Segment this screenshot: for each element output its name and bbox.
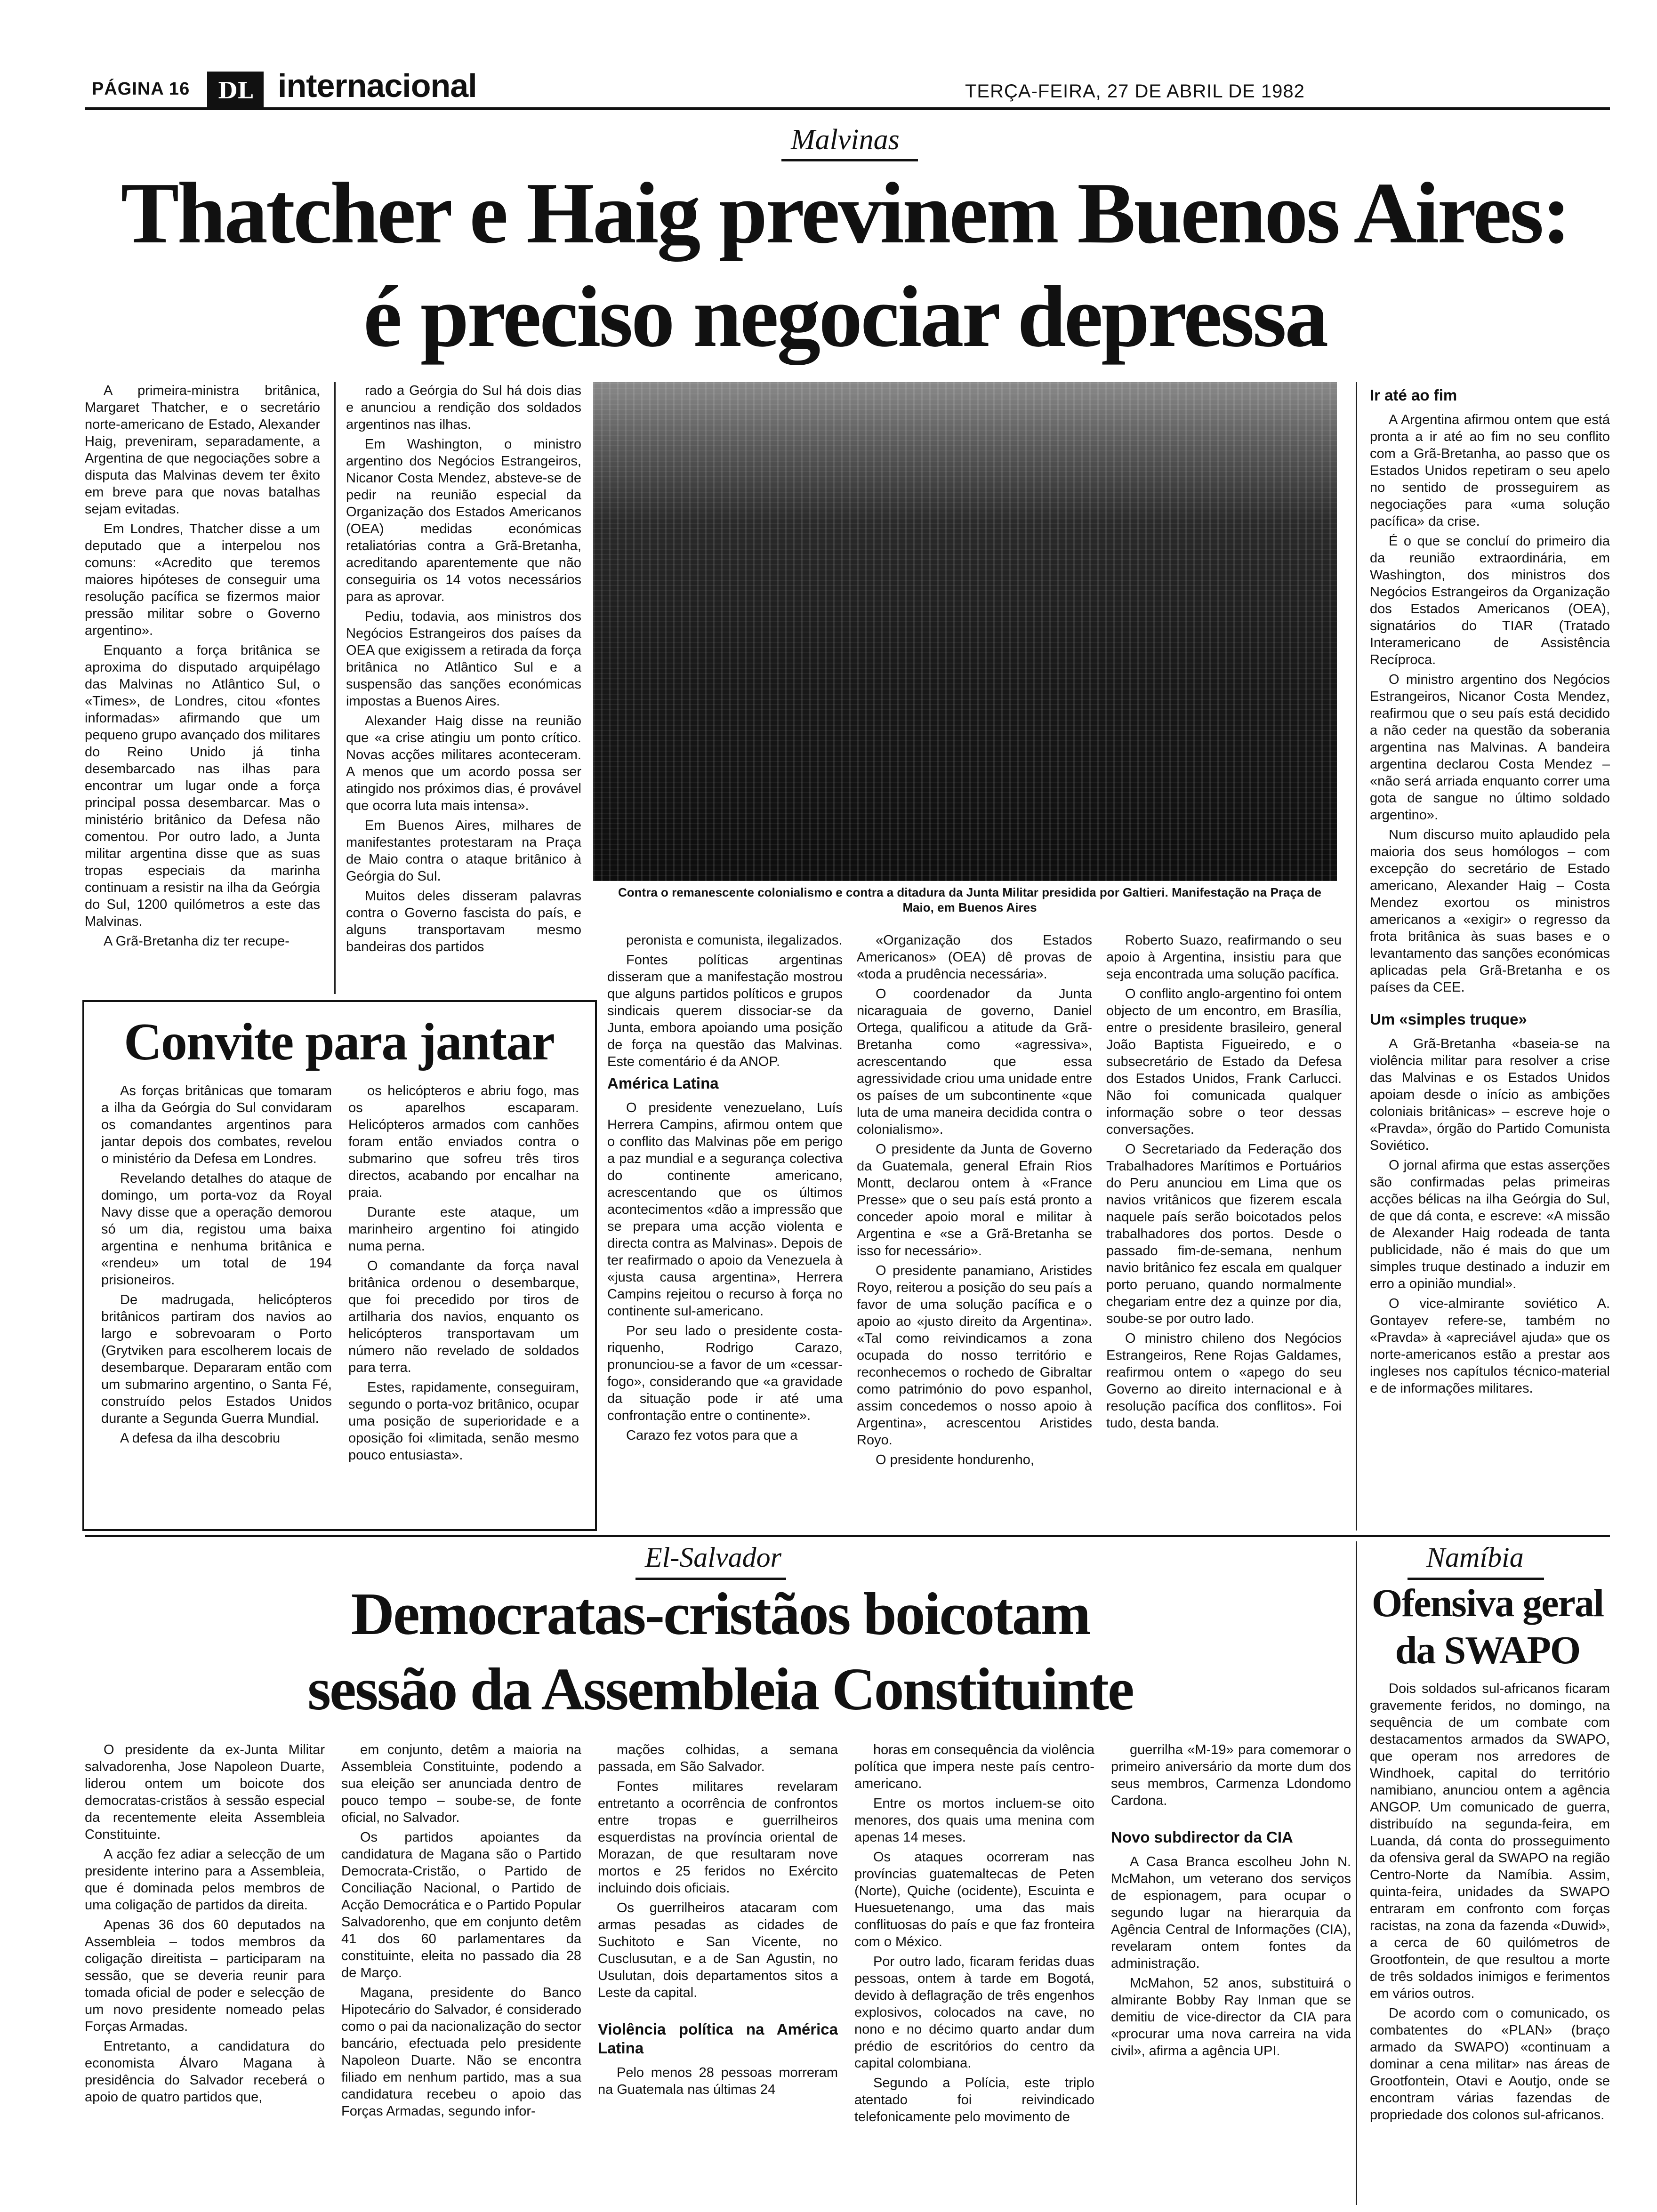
paragraph: O presidente panamiano, Aristides Royo, reiterou a posição do seu país a favor de uma solução pacífica e o apoio ao «justo direito da Argentina». «Tal como reivindicamos a zona ocupada do nosso território e reconhecemos o rochedo de Gibraltar como património do povo espanhol, assim concedemos o nosso apoio à Argentina», acrescentou Aristides Royo.: [857, 1263, 1092, 1448]
demonstration-photo: [593, 382, 1337, 881]
malvinas-headline-2: é preciso negociar depressa: [363, 268, 1327, 365]
paragraph: O coordenador da Junta nicaraguaia de governo, Daniel Ortega, qualificou a atitude da Grã-Bretanha como «agressiva», acrescentando que essa agressividade criou uma unidade entre os países de um subcontinente «que luta de uma maneira decidida contra o colonialismo».: [857, 986, 1092, 1137]
paragraph: Em Buenos Aires, milhares de manifestantes protestaram na Praça de Maio contra o ataque britânico à Geórgia do Sul.: [346, 818, 581, 884]
paragraph: O presidente hondurenho,: [876, 1452, 1034, 1467]
section-divider: [85, 1535, 1610, 1537]
paragraph: O presidente da ex-Junta Militar salvadorenha, Jose Napoleon Duarte, liderou ontem um boicote dos democratas-cristãos à sessão especial da recentemente eleita Assembleia Constituinte.: [85, 1742, 325, 1842]
convite-column-2: [348, 1082, 579, 1520]
paragraph: Muitos deles disseram palavras contra o Governo fascista do país, e alguns transportavam mesmo bandeiras dos partidos: [346, 889, 581, 954]
paragraph: Os partidos apoiantes da candidatura de Magana são o Partido Democrata-Cristão, o Partido de Conciliação Nacional, o Partido de Acção Democrática e o Partido Popular Salvadorenho, que em conjunto detêm 41 dos 60 parlamentares da constituinte, eleita no passado dia 28 de Março.: [341, 1830, 581, 1980]
photo-caption: Contra o remanescente colonialismo e contra a ditadura da Junta Militar presidida por Galtieri. Manifestação na Praça de Maio, em Buenos Aires: [618, 885, 1321, 914]
cia-subhead: Novo subdirector da CIA: [1111, 1828, 1293, 1846]
paragraph: Entretanto, a candidatura do economista Álvaro Magana à presidência do Salvador receberá o apoio de quatro partidos que,: [85, 2039, 325, 2105]
elsalvador-column-5: [1111, 1741, 1351, 2207]
kicker-rule: [635, 1578, 786, 1580]
malvinas-column-2: [346, 382, 581, 994]
section-name: internacional: [278, 67, 477, 104]
paragraph: De madrugada, helicópteros britânicos partiram dos navios ao largo e sobrevoaram o Porto (Grytviken para escolherem locais de desembarque. Depararam então com um submarino argentino, o Santa Fé, construído pelos Estados Unidos durante a Segunda Guerra Mundial.: [101, 1292, 332, 1426]
elsalvador-column-2: [341, 1741, 581, 2207]
paragraph: Em Londres, Thatcher disse a um deputado que a interpelou nos comuns: «Acredito que teremos maiores hipóteses de conseguir uma resolução pacífica se fizermos maior pressão militar sobre o Governo argentino».: [85, 521, 320, 638]
paragraph: Roberto Suazo, reafirmando o seu apoio à Argentina, insistiu para que seja encontrada uma solução pacífica.: [1106, 933, 1342, 982]
paragraph: A Argentina afirmou ontem que está pronta a ir até ao fim no seu conflito com a Grã-Bretanha, ao passo que os Estados Unidos repetiram o seu apelo no sentido de prosseguirem as negociações para «uma solução pacífica» da crise.: [1370, 412, 1610, 529]
elsalvador-column-3: [598, 1741, 838, 2207]
paragraph: em conjunto, detêm a maioria na Assembleia Constituinte, podendo a sua eleição ser anunciada dentro de pouco tempo – soube-se, de fonte oficial, no Salvador.: [341, 1742, 581, 1825]
paragraph: Os guerrilheiros atacaram com armas pesadas as cidades de Suchitoto e San Vicente, no Cusclusutan, e a de San Agustin, no Usulutan, dois departamentos sitos a Leste da capital.: [598, 1900, 838, 2000]
paragraph: O presidente venezuelano, Luís Herrera Campins, afirmou ontem que o conflito das Malvinas põe em perigo a paz mundial e a segurança colectiva do continente americano, acrescentando que os últimos acontecimentos «dão a impressão que se prepara uma acção violenta e directa contra as Malvinas». Depois de ter reafirmado o apoio da Venezuela à «justa causa argentina», Herrera Campins rejeitou o recurso à força no continente sul-americano.: [607, 1100, 843, 1319]
column-rule: [1356, 382, 1357, 1531]
paragraph: Durante este ataque, um marinheiro argentino foi atingido numa perna.: [348, 1205, 579, 1254]
namibia-headline-1: Ofensiva geral: [1371, 1581, 1604, 1625]
paragraph: peronista e comunista, ilegalizados.: [626, 933, 843, 948]
paragraph: O ministro argentino dos Negócios Estrangeiros, Nicanor Costa Mendez, reafirmou que o seu país está decidido a não ceder na questão da soberania argentina nas Malvinas. A bandeira argentina declarou Costa Mendez – «não será arriada enquanto correr uma gota de sangue no último soldado argentino».: [1370, 672, 1610, 823]
newspaper-logo: DL: [207, 72, 264, 110]
paragraph: Pediu, todavia, aos ministros dos Negócios Estrangeiros dos países da OEA que exigissem a retirada da força britânica no Atlântico Sul e a suspensão das sanções económicas impostas a Buenos Aires.: [346, 609, 581, 709]
paragraph: Estes, rapidamente, conseguiram, segundo o porta-voz britânico, ocupar uma posição de superioridade e a oposição foi «limitada, senão mesmo pouco entusiasta».: [348, 1380, 579, 1463]
malvinas-column-4: [857, 932, 1092, 1525]
paragraph: Revelando detalhes do ataque de domingo, um porta-voz da Royal Navy disse que a operação demorou só um dia, registou uma baixa argentina e nenhuma britânica e «rendeu» um total de 194 prisioneiros.: [101, 1171, 332, 1288]
paragraph: os helicópteros e abriu fogo, mas os aparelhos escaparam. Helicópteros armados com canhões foram então enviados contra o submarino que sofreu três tiros directos, acabando por encalhar na praia.: [348, 1083, 579, 1200]
malvinas-kicker: Malvinas: [791, 124, 900, 156]
namibia-column: [1370, 1680, 1610, 2205]
paragraph: A Casa Branca escolheu John N. McMahon, um veterano dos serviços de espionagem, para ocupar o segundo lugar na hierarquia da Agência Central de Informações (CIA), revelaram ontem fontes da administração.: [1111, 1854, 1351, 1971]
paragraph: Fontes militares revelaram entretanto a ocorrência de confrontos entre tropas e guerrilheiros esquerdistas na província oriental de Morazan, de que resultaram nove mortos e 25 feridos no Exército incluindo dois oficiais.: [598, 1779, 838, 1896]
paragraph: A primeira-ministra britânica, Margaret Thatcher, e o secretário norte-americano de Estado, Alexander Haig, preveniram, separadamente, a Argentina de que negociações sobre a disputa das Malvinas devem ter êxito em breve para que novas batalhas sejam evitadas.: [85, 383, 320, 517]
malvinas-sidebar: [1370, 382, 1610, 1531]
violencia-subhead: Violência política na América Latina: [598, 2020, 838, 2057]
paragraph: Por outro lado, ficaram feridas duas pessoas, ontem à tarde em Bogotá, devido à deflagração de três engenhos explosivos, colocados na cave, no nono e no décimo quarto andar dum prédio de escritórios do centro da capital colombiana.: [854, 1954, 1094, 2071]
column-rule: [1356, 1541, 1357, 2205]
paragraph: A defesa da ilha descobriu: [120, 1431, 281, 1446]
paragraph: O comandante da força naval britânica ordenou o desembarque, que foi precedido por tiros de artilharia dos navios, enquanto os helicópteros transportavam um número não revelado de soldados para terra.: [348, 1258, 579, 1375]
namibia-kicker: Namíbia: [1426, 1542, 1524, 1573]
paragraph: A Grã-Bretanha «baseia-se na violência militar para resolver a crise das Malvinas e os Estados Unidos apoiam desde o início as ambições coloniais britânicas» – escreve hoje o «Pravda», órgão do Partido Comunista Soviético.: [1370, 1036, 1610, 1153]
malvinas-column-3: [607, 932, 843, 1525]
malvinas-column-5: [1106, 932, 1342, 1525]
paragraph: McMahon, 52 anos, substituirá o almirante Bobby Ray Inman que se demitiu de vice-director da CIA para «procurar uma nova carreira na vida civil», afirma a agência UPI.: [1111, 1976, 1351, 2059]
paragraph: Dois soldados sul-africanos ficaram gravemente feridos, no domingo, na sequência de um combate com destacamentos armados da SWAPO, que operam nos arredores de Windhoek, capital do território namibiano, anunciou ontem a agência ANGOP. Um comunicado de guerra, distribuído na segunda-feira, em Luanda, dá conta do prosseguimento da ofensiva geral da SWAPO na região Centro-Norte da Namíbia. Assim, quinta-feira, unidades da SWAPO entraram em confronto com forças racistas, na zona da fazenda «Duwid», a cerca de 60 quilómetros de Grootfontein, de que resultou a morte de três soldados inimigos e ferimentos em vários outros.: [1370, 1681, 1610, 2001]
malvinas-headline-1: Thatcher e Haig previnem Buenos Aires:: [121, 165, 1569, 262]
page-number: PÁGINA 16: [92, 79, 190, 99]
paragraph: O vice-almirante soviético A. Gontayev refere-se, também no «Pravda» à «apreciável ajuda» que os norte-americanos estão a prestar aos ingleses nos capítulos técnico-material e de informações militares.: [1370, 1296, 1610, 1396]
paragraph: Entre os mortos incluem-se oito menores, dos quais uma menina com apenas 14 meses.: [854, 1796, 1094, 1845]
convite-column-1: [101, 1082, 332, 1520]
america-latina-subhead: América Latina: [607, 1074, 719, 1092]
paragraph: Enquanto a força britânica se aproxima do disputado arquipélago das Malvinas no Atlântico Sul, o «Times», de Londres, citou «fontes informadas» afirmando que um pequeno grupo avançado dos militares do Reino Unido já tinha desembarcado nas ilhas para encontrar um lugar onde a força principal possa desembarcar. Mas o ministério britânico da Defesa não comentou. Por outro lado, a Junta militar argentina disse que as suas tropas especiais da marinha continuam a resistir na ilha da Geórgia do Sul, 1200 quilómetros a este das Malvinas.: [85, 643, 320, 929]
paragraph: Magana, presidente do Banco Hipotecário do Salvador, é considerado como o pai da nacionalização do sector bancário, efectuada pelo presidente Napoleon Duarte. Não se encontra filiado em nenhum partido, mas a sua candidatura recebeu o apoio das Forças Armadas, segundo infor-: [341, 1985, 581, 2119]
paragraph: guerrilha «M-19» para comemorar o primeiro aniversário da morte dum dos seus membros, Carmenza Ldondomo Cardona.: [1111, 1742, 1351, 1808]
issue-date: TERÇA-FEIRA, 27 DE ABRIL DE 1982: [965, 81, 1305, 102]
paragraph: Em Washington, o ministro argentino dos Negócios Estrangeiros, Nicanor Costa Mendez, absteve-se de pedir na reunião especial da Organização dos Estados Americanos (OEA) medidas económicas retaliatórias contra a Grã-Bretanha, acreditando aparentemente que não conseguiria os 14 votos necessários para as aprovar.: [346, 437, 581, 604]
paragraph: Segundo a Polícia, este triplo atentado foi reivindicado telefonicamente pelo movimento de: [854, 2076, 1094, 2124]
paragraph: De acordo com o comunicado, os combatentes do «PLAN» (braço armado da SWAPO) «continuam a dominar a cena militar» nas áreas de Grootfontein, Otavi e Aoutjo, onde se encontram várias fazendas de propriedade dos colonos sul-africanos.: [1370, 2006, 1610, 2123]
sidebar-subhead: Ir até ao fim: [1370, 386, 1457, 404]
paragraph: Alexander Haig disse na reunião que «a crise atingiu um ponto crítico. Novas acções militares aconteceram. A menos que um acordo possa ser atingido nos próximos dias, é provável que ocorra luta mais intensa».: [346, 713, 581, 813]
paragraph: O ministro chileno dos Negócios Estrangeiros, Rene Rojas Galdames, reafirmou ontem o «apego do seu Governo ao direito internacional e à resolução pacífica dos conflitos». Foi tudo, desta banda.: [1106, 1331, 1342, 1431]
paragraph: O conflito anglo-argentino foi ontem objecto de um encontro, em Brasília, entre o presidente brasileiro, general João Baptista Figueiredo, e o subsecretário de Estado da Defesa dos Estados Unidos, Frank Carlucci. Não foi comunicada qualquer informação sobre o teor dessas conversações.: [1106, 986, 1342, 1137]
paragraph: Carazo fez votos para que a: [626, 1428, 798, 1443]
elsalvador-headline-2: sessão da Assembleia Constituinte: [307, 1656, 1133, 1723]
paragraph: «Organização dos Estados Americanos» (OEA) dê provas de «toda a prudência necessária».: [857, 933, 1092, 982]
kicker-rule: [1408, 1578, 1544, 1580]
paragraph: O presidente da Junta de Governo da Guatemala, general Efrain Rios Montt, declarou ontem à «France Presse» que o seu país está pronto a conceder apoio moral e militar à Argentina e «se a Grã-Bretanha se isso for necessário».: [857, 1142, 1092, 1258]
paragraph: Por seu lado o presidente costa-riquenho, Rodrigo Carazo, pronunciou-se a favor de um «cessar-fogo», considerando que «a gravidade da situação pode ir até uma confrontação entre o continente».: [607, 1323, 843, 1423]
paragraph: Fontes políticas argentinas disseram que a manifestação mostrou que alguns partidos políticos e grupos sindicais querem dissociar-se da Junta, embora apoiando uma posição de força na questão das Malvinas. Este comentário é da ANOP.: [607, 953, 843, 1069]
paragraph: A Grã-Bretanha diz ter recupe-: [104, 934, 290, 949]
elsalvador-column-1: [85, 1741, 325, 2207]
kicker-rule: [781, 159, 918, 161]
paragraph: mações colhidas, a semana passada, em São Salvador.: [598, 1742, 838, 1774]
elsalvador-column-4: [854, 1741, 1094, 2207]
paragraph: Num discurso muito aplaudido pela maioria dos seus homólogos – com excepção do secretário de Estado americano, Alexander Haig – Costa Mendez exortou os ministros americanos a «exigir» o regresso da frota britânica às suas bases e o levantamento das sanções económicas aplicadas pela Grã-Bretanha e os países da CEE.: [1370, 827, 1610, 995]
namibia-headline-2: da SWAPO: [1395, 1628, 1580, 1672]
malvinas-column-1: [85, 382, 320, 994]
paragraph: O jornal afirma que estas asserções são confirmadas pelas primeiras acções bélicas na ilha Geórgia do Sul, de que dá conta, e escreve: «A missão de Alexander Haig rodeada de tanta publicidade, não é mais do que um simples truque destinado a induzir em erro a opinião mundial».: [1370, 1158, 1610, 1291]
sidebar-subhead: Um «simples truque»: [1370, 1010, 1527, 1028]
paragraph: As forças britânicas que tomaram a ilha da Geórgia do Sul convidaram os comandantes argentinos para jantar depois dos combates, revelou o ministério da Defesa em Londres.: [101, 1083, 332, 1166]
header-rule: [85, 107, 1610, 110]
column-rule: [334, 382, 336, 994]
paragraph: rado a Geórgia do Sul há dois dias e anunciou a rendição dos soldados argentinos nas ilhas.: [346, 383, 581, 432]
paragraph: Pelo menos 28 pessoas morreram na Guatemala nas últimas 24: [598, 2065, 838, 2097]
elsalvador-headline-1: Democratas-cristãos boicotam: [351, 1580, 1090, 1647]
elsalvador-kicker: El-Salvador: [645, 1542, 781, 1573]
paragraph: A acção fez adiar a selecção de um presidente interino para a Assembleia, que é dominada pelos membros de uma coligação de partidos da direita.: [85, 1847, 325, 1913]
paragraph: Os ataques ocorreram nas províncias guatemaltecas de Peten (Norte), Quiche (ocidente), Escuinta e Huesuetenango, uma das mais conflituosas do país e que faz fronteira com o México.: [854, 1850, 1094, 1949]
paragraph: Apenas 36 dos 60 deputados na Assembleia – todos membros da coligação direitista – participaram na sessão, que se deveria reunir para tomada oficial de poder e selecção de um novo presidente nomeado pelas Forças Armadas.: [85, 1917, 325, 2034]
paragraph: O Secretariado da Federação dos Trabalhadores Marítimos e Portuários do Peru anunciou em Lima que os navios vritânicos que fizerem escala naquele país serão boicotados pelos trabalhadores dos portos. Desde o passado fim-de-semana, nenhum navio britânico fez escala em qualquer porto peruano, quando normalmente chegariam entre dez a quinze por dia, soube-se por outro lado.: [1106, 1142, 1342, 1326]
convite-title: Convite para jantar: [124, 1013, 554, 1071]
paragraph: É o que se concluí do primeiro dia da reunião extraordinária, em Washington, dos ministros dos Negócios Estrangeiros da Organização dos Estados Americanos (OEA), signatários do TIAR (Tratado Interamericano de Assistência Recíproca.: [1370, 534, 1610, 667]
paragraph: horas em consequência da violência política que impera neste país centro-americano.: [854, 1742, 1094, 1791]
